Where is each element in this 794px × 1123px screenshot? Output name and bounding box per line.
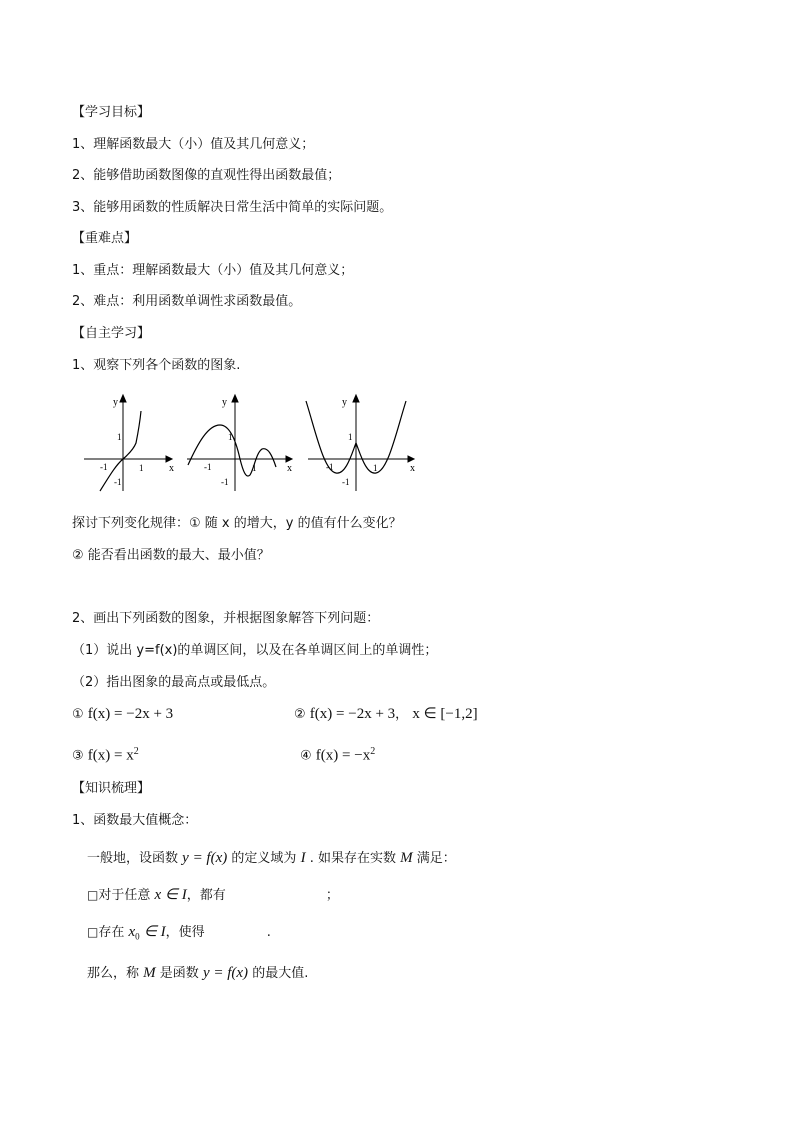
function-2-formula: f(x) = −2x + 3 (309, 706, 396, 722)
condition-2-math-x: x (128, 924, 136, 940)
knowledge-heading: 【知识梳理】 (72, 781, 151, 796)
condition-1-math: x ∈ I (154, 887, 187, 903)
function-4-formula: f(x) = −x (315, 747, 371, 764)
goal-item-2: 2、能够借助函数图像的直观性得出函数最值； (72, 168, 341, 183)
function-2-domain: x ∈ [−1,2] (412, 706, 478, 722)
condition-1-text-a: 对于任意 (98, 888, 151, 903)
self-study-heading: 【自主学习】 (72, 326, 151, 341)
graph-3 (306, 395, 414, 491)
explore-question-1: 探讨下列变化规律：① 随 x 的增大，y 的值有什么变化？ (72, 516, 402, 531)
condition-1-box-icon: □ (87, 888, 99, 902)
graph-1-tick-1: 1 (117, 432, 122, 442)
function-3-formula: f(x) = x (87, 747, 134, 764)
graph-2-x-label: x (287, 463, 292, 474)
graph-1 (84, 395, 172, 491)
condition-2-text-a: 存在 (98, 925, 125, 940)
function-2-number: ② (294, 707, 306, 722)
question-1: 1、观察下列各个函数的图象. (72, 358, 241, 373)
graph-1-tick-y-neg1: -1 (114, 477, 122, 487)
conclusion-text-a: 那么，称 (87, 966, 140, 981)
graph-3-x-label: x (410, 463, 415, 474)
graph-1-x-label: x (169, 463, 174, 474)
condition-2-text-b: ，使得 (165, 925, 205, 940)
graph-2-y-label: y (222, 397, 227, 408)
function-3 (72, 742, 139, 766)
goal-item-1: 1、理解函数最大（小）值及其几何意义； (72, 137, 315, 152)
function-2: ② f(x) = −2x + 3， x ∈ [−1,2] (294, 706, 478, 722)
definition-text-c: . 如果存在实数 (309, 851, 396, 866)
conclusion (87, 963, 308, 984)
key-point-1: 1、重点：理解函数最大（小）值及其几何意义； (72, 263, 354, 278)
explore-question-2: ② 能否看出函数的最大、最小值？ (72, 548, 270, 563)
function-4-number: ④ (300, 748, 312, 764)
condition-1-text-b: ，都有 (186, 888, 226, 903)
knowledge-item-1: 1、函数最大值概念： (72, 813, 198, 828)
definition-intro (87, 848, 456, 869)
function-3-number: ③ (72, 748, 84, 764)
graph-1-tick-x1: 1 (139, 463, 144, 473)
definition-text-a: 一般地，设函数 (87, 851, 179, 866)
function-4 (300, 742, 375, 766)
graph-3-tick-1: 1 (348, 432, 353, 442)
graph-2-tick-neg1: -1 (204, 462, 212, 472)
graph-2 (187, 395, 292, 491)
question-2-part-2: （2）指出图象的最高点或最低点。 (72, 675, 276, 690)
function-graphs-figure (80, 393, 425, 495)
goals-heading: 【学习目标】 (72, 105, 151, 120)
definition-text-d: 满足： (416, 851, 456, 866)
graph-3-tick-y-neg1: -1 (342, 477, 350, 487)
graph-2-tick-y-neg1: -1 (221, 477, 229, 487)
conclusion-M-symbol: M (143, 965, 156, 981)
question-2: 2、画出下列函数的图象，并根据图象解答下列问题： (72, 611, 380, 626)
function-4-exponent: 2 (370, 746, 376, 757)
question-2-part-1: （1）说出 y=f(x)的单调区间，以及在各单调区间上的单调性； (72, 643, 438, 658)
definition-function: y = f(x) (182, 850, 228, 866)
definition-M-symbol: M (400, 850, 413, 866)
function-1-formula: f(x) = −2x + 3 (87, 706, 174, 722)
key-points-heading: 【重难点】 (72, 231, 138, 246)
graph-2-tick-1: 1 (228, 432, 233, 442)
function-1 (72, 704, 173, 725)
graph-2-tick-x1: 1 (252, 463, 257, 473)
goal-item-3: 3、能够用函数的性质解决日常生活中简单的实际问题。 (72, 200, 393, 215)
graph-3-y-label: y (342, 397, 347, 408)
condition-2-box-icon: □ (87, 925, 99, 939)
conclusion-text-c: 的最大值. (252, 966, 309, 981)
definition-text-b: 的定义域为 (231, 851, 297, 866)
conclusion-text-b: 是函数 (159, 966, 199, 981)
condition-2-math-subscript: 0 (135, 931, 140, 942)
key-point-2: 2、难点：利用函数单调性求函数最值。 (72, 294, 302, 309)
graph-3-tick-neg1: -1 (326, 462, 334, 472)
function-3-exponent: 2 (133, 746, 139, 757)
condition-2-end: . (266, 925, 271, 940)
condition-1-end: ； (325, 888, 339, 903)
condition-1 (87, 885, 339, 906)
condition-2 (87, 922, 271, 947)
graph-1-y-label: y (113, 397, 118, 408)
graph-1-tick-neg1: -1 (100, 462, 108, 472)
conclusion-function: y = f(x) (202, 965, 249, 981)
graph-3-tick-x1: 1 (373, 463, 378, 473)
definition-domain-symbol: I (300, 850, 306, 866)
function-1-number: ① (72, 707, 84, 722)
condition-2-math-rest: ∈ I (143, 924, 166, 940)
